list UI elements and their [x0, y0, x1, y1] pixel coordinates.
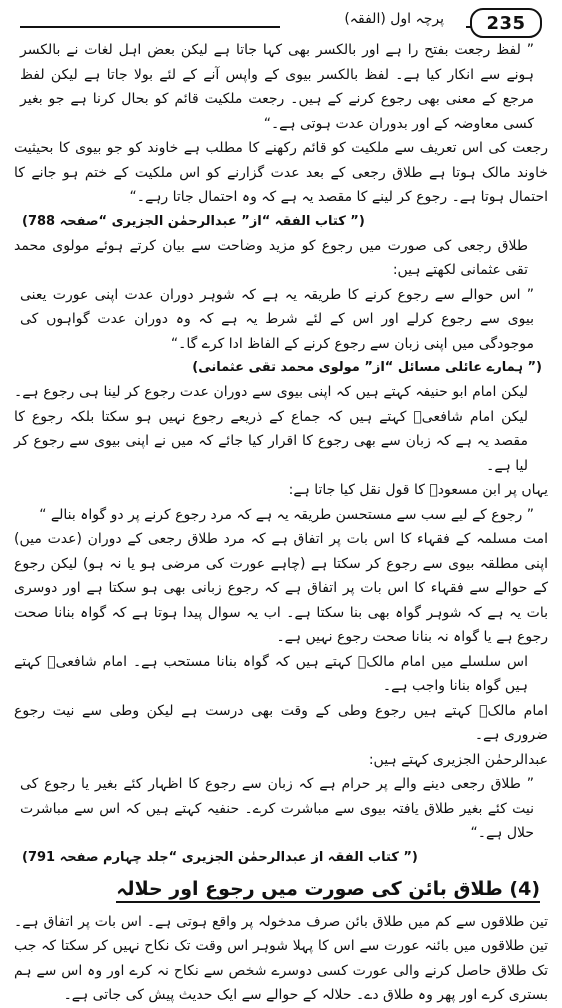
body-paragraph-10: تین طلاقوں سے کم میں طلاق بائن صرف مدخولہ پر واقع ہوتی ہے۔ اس بات پر اتفاق ہے۔ تین طلاقوں میں بائنہ عورت سے اس کا پہلا شوہر اس وقت تک نکاح نہیں کر سکتا کہ جب تک طلاق حاصل کرنے والی عورت کسی دوسرے شخص سے نکاح نہ کرے اور وہ اس سے ہم بستری کرے اور پھر وہ طلاق دے۔ حلالہ کے حوالے سے ایک حدیث پیش کی جاتی ہے۔ — [14, 913, 548, 1003]
running-title: پرچہ اول (الفقہ) — [344, 11, 444, 27]
reference-1: (” کتاب الفقہ “از” عبدالرحمٰن الجزیری “صفحہ 788) — [22, 213, 365, 229]
section-heading — [14, 874, 548, 904]
page-header — [14, 4, 548, 38]
reference-2: (” ہمارے عائلی مسائل “از” مولوی محمد تقی عثمانی) — [192, 360, 542, 375]
body-paragraph-3: طلاق رجعی کی صورت میں رجوع کو مزید وضاحت سے بیان کرتے ہوئے مولوی محمد تقی عثمانی لکھتے ہیں: — [14, 237, 528, 278]
section-heading-text: (4) طلاق بائن کی صورت میں رجوع اور حلالہ — [116, 878, 540, 903]
quote-ibn-masud: ” رجوع کے لیے سب سے مستحسن طریقہ یہ ہے کہ مرد رجوع کرنے پر دو گواہ بنالے “ — [39, 506, 534, 523]
body-paragraph-4: لیکن امام ابو حنیفہ کہتے ہیں کہ اپنی بیوی سے دوران عدت رجوع کر لینا ہی رجوع ہے۔ لیکن امام شافعیؒ کہتے ہیں کہ جماع کے ذریعے رجوع نہیں ہو سکتا بلکہ رجوع کا مقصد یہ ہے کہ زبان سے بھی رجوع کا اقرار کیا جائے کہ میں نے اپنی بیوی سے رجوع کر لیا ہے۔ — [14, 384, 528, 474]
body-paragraph-7: اس سلسلے میں امام مالکؒ کہتے ہیں کہ گواہ بنانا مستحب ہے۔ امام شافعیؒ کہتے ہیں گواہ بنانا واجب ہے۔ — [14, 653, 528, 694]
reference-3: (” کتاب الفقہ از عبدالرحمٰن الجزیری “جلد چہارم صفحہ 791) — [22, 849, 418, 865]
body-paragraph-5: یہاں پر ابن مسعودؓ کا قول نقل کیا جاتا ہے: — [288, 482, 548, 498]
body-paragraph-9: عبدالرحمٰن الجزیری کہتے ہیں: — [368, 751, 548, 768]
quote-paragraph-1: ” لفظ رجعت بفتح را ہے اور بالکسر بھی کہا جاتا ہے لیکن بعض اہل لغات نے بالکسر ہونے سے انکار کیا ہے۔ لفظ بالکسر بیوی کے واپس آنے کے لئے بولا جاتا ہے لیکن لفظ مرجع کے معنی بھی رجوع کرنے کے ہیں۔ رجعت ملکیت قائم کو بحال کرنا ہے جو بغیر کسی معاوضہ کے اور بدوران عدت ہوتی ہے۔“ — [20, 42, 534, 132]
body-paragraph-8: امام مالکؒ کہتے ہیں رجوع وطی کے وقت بھی درست ہے لیکن وطی سے نیت رجوع ضروری ہے۔ — [14, 702, 548, 743]
quote-paragraph-uthmani: ” اس حوالے سے رجوع کرنے کا طریقہ یہ ہے کہ شوہر دوران عدت اپنی عورت یعنی بیوی سے رجوع کرلے اور اس کے لئے شرط یہ ہے کہ وہ دوران عدت گواہوں کی موجودگی میں اپنی زبان سے رجوع کرنے کے الفاظ ادا کرے گا۔“ — [20, 286, 534, 352]
page-number: 235 — [470, 8, 542, 38]
quote-jaziri: ” طلاق رجعی دینے والے پر حرام ہے کہ زبان سے رجوع کا اظہار کئے بغیر یا رجوع کی نیت کئے بغیر طلاق یافتہ بیوی سے مباشرت کرے۔ حنفیہ کہتے ہیں کہ اس سے مباشرت حلال ہے۔“ — [20, 776, 534, 841]
body-paragraph-6: امت مسلمہ کے فقہاء کا اس بات پر اتفاق ہے کہ مرد طلاق رجعی کے دوران (عدت میں) اپنی مطلقہ بیوی سے رجوع کر سکتا ہے (چاہے عورت کی مرضی ہو یا نہ ہو) لیکن رجوع کے حوالے سے فقہاء کا اس بات پر اتفاق ہے کہ رجوع زبانی بھی ہو سکتا ہے اور دوسری بات یہ ہے کہ شوہر گواہ بھی بنا سکتا ہے۔ اب یہ سوال پیدا ہوتا ہے کہ گواہ بنانا صحت رجوع ہے یا گواہ نہ بنانا صحت رجوع نہیں ہے۔ — [14, 531, 548, 645]
body-paragraph-2: رجعت کی اس تعریف سے ملکیت کو قائم رکھنے کا مطلب ہے خاوند کو جو بیوی کا بحیثیت خاوند مالک ہوتا ہے طلاق رجعی کے بعد عدت گزارنے کو اس ملکیت کے ختم ہو جانے کا احتمال ہوتا ہے۔ رجوع کر لینے کا مقصد یہ ہے کہ وہ احتمال جاتا رہے۔“ — [14, 140, 548, 205]
